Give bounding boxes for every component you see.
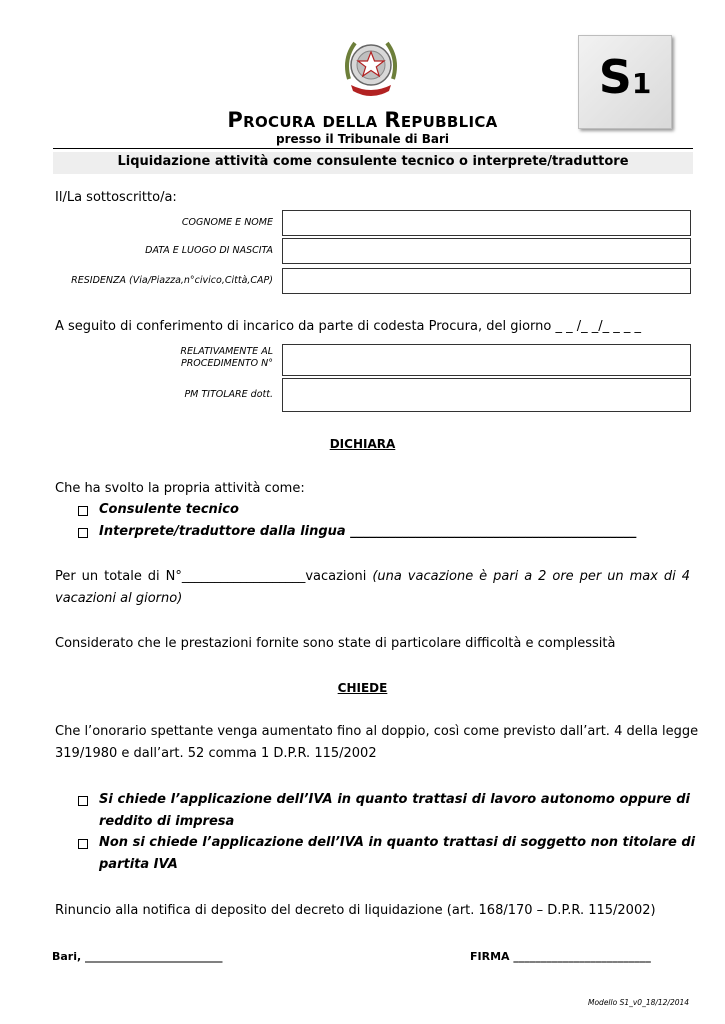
- interpreter-option: Interprete/traduttore dalla lingua ____________________________________________: [99, 524, 637, 539]
- model-version: Modello S1_v0_18/12/2014: [588, 998, 690, 1007]
- full-name-label: COGNOME E NOME: [181, 217, 273, 228]
- assignment-text: A seguito di conferimento di incarico da parte di codesta Procura, del giorno _ _ /_ _/_ _ _ _: [55, 319, 642, 334]
- consultant-option: Consulente tecnico: [99, 502, 239, 517]
- iva-not-applied-checkbox[interactable]: [78, 839, 88, 849]
- birth-date-place-field[interactable]: [282, 238, 691, 264]
- residence-field[interactable]: [282, 268, 691, 294]
- pm-label: PM TITOLARE dott.: [184, 389, 273, 400]
- place-date-line: Bari, _________________________: [52, 950, 223, 963]
- iva-applied-line-1: Si chiede l’applicazione dell’IVA in quanto trattasi di lavoro autonomo oppure di: [99, 792, 690, 807]
- interpreter-checkbox[interactable]: [78, 528, 88, 538]
- italian-republic-emblem: [341, 35, 401, 103]
- badge-letter: S: [598, 50, 632, 104]
- court-name: presso il Tribunale di Bari: [275, 132, 449, 146]
- declare-intro: Che ha svolto la propria attività come:: [55, 481, 305, 496]
- considered-text: Considerato che le prestazioni fornite sono state di particolare difficoltà e complessità: [55, 636, 616, 651]
- iva-not-applied-line-1: Non si chiede l’applicazione dell’IVA in quanto trattasi di soggetto non titolare di: [99, 835, 696, 850]
- request-line-1: Che l’onorario spettante venga aumentato fino al doppio, così come previsto dall’art. 4 della legge: [55, 724, 699, 739]
- declare-heading: DICHIARA: [329, 437, 396, 451]
- request-line-2: 319/1980 e dall’art. 52 comma 1 D.P.R. 115/2002: [55, 746, 377, 761]
- total-note-continued: vacazioni al giorno): [55, 591, 183, 606]
- total-prefix: Per un totale di N°___________________vacazioni: [55, 569, 367, 584]
- birth-date-place-label: DATA E LUOGO DI NASCITA: [145, 245, 273, 256]
- undersigned-label: Il/La sottoscritto/a:: [55, 190, 177, 205]
- badge-number: 1: [631, 67, 652, 100]
- proceeding-number-field[interactable]: [282, 344, 691, 376]
- signature-line: FIRMA _________________________: [470, 950, 651, 963]
- proceeding-label-line2: PROCEDIMENTO N°: [180, 358, 273, 369]
- pm-field[interactable]: [282, 378, 691, 412]
- waiver-text: Rinuncio alla notifica di deposito del decreto di liquidazione (art. 168/170 – D.P.R. 115/2002): [55, 903, 656, 918]
- iva-not-applied-line-2: partita IVA: [99, 857, 178, 872]
- proceeding-label-line1: RELATIVAMENTE AL: [180, 346, 273, 357]
- residence-label: RESIDENZA (Via/Piazza,n°civico,Città,CAP): [71, 275, 273, 286]
- office-title: PROCURA DELLA REPUBBLICA: [227, 108, 498, 132]
- request-heading: CHIEDE: [337, 681, 388, 695]
- form-subtitle: Liquidazione attività come consulente tecnico o interprete/traduttore: [117, 154, 629, 169]
- header-rule: [53, 148, 693, 149]
- iva-applied-line-2: reddito di impresa: [99, 814, 235, 829]
- iva-applied-checkbox[interactable]: [78, 796, 88, 806]
- consultant-checkbox[interactable]: [78, 506, 88, 516]
- total-note: (una vacazione è pari a 2 ore per un max di 4: [372, 569, 690, 584]
- full-name-field[interactable]: [282, 210, 691, 236]
- total-line: [55, 569, 690, 584]
